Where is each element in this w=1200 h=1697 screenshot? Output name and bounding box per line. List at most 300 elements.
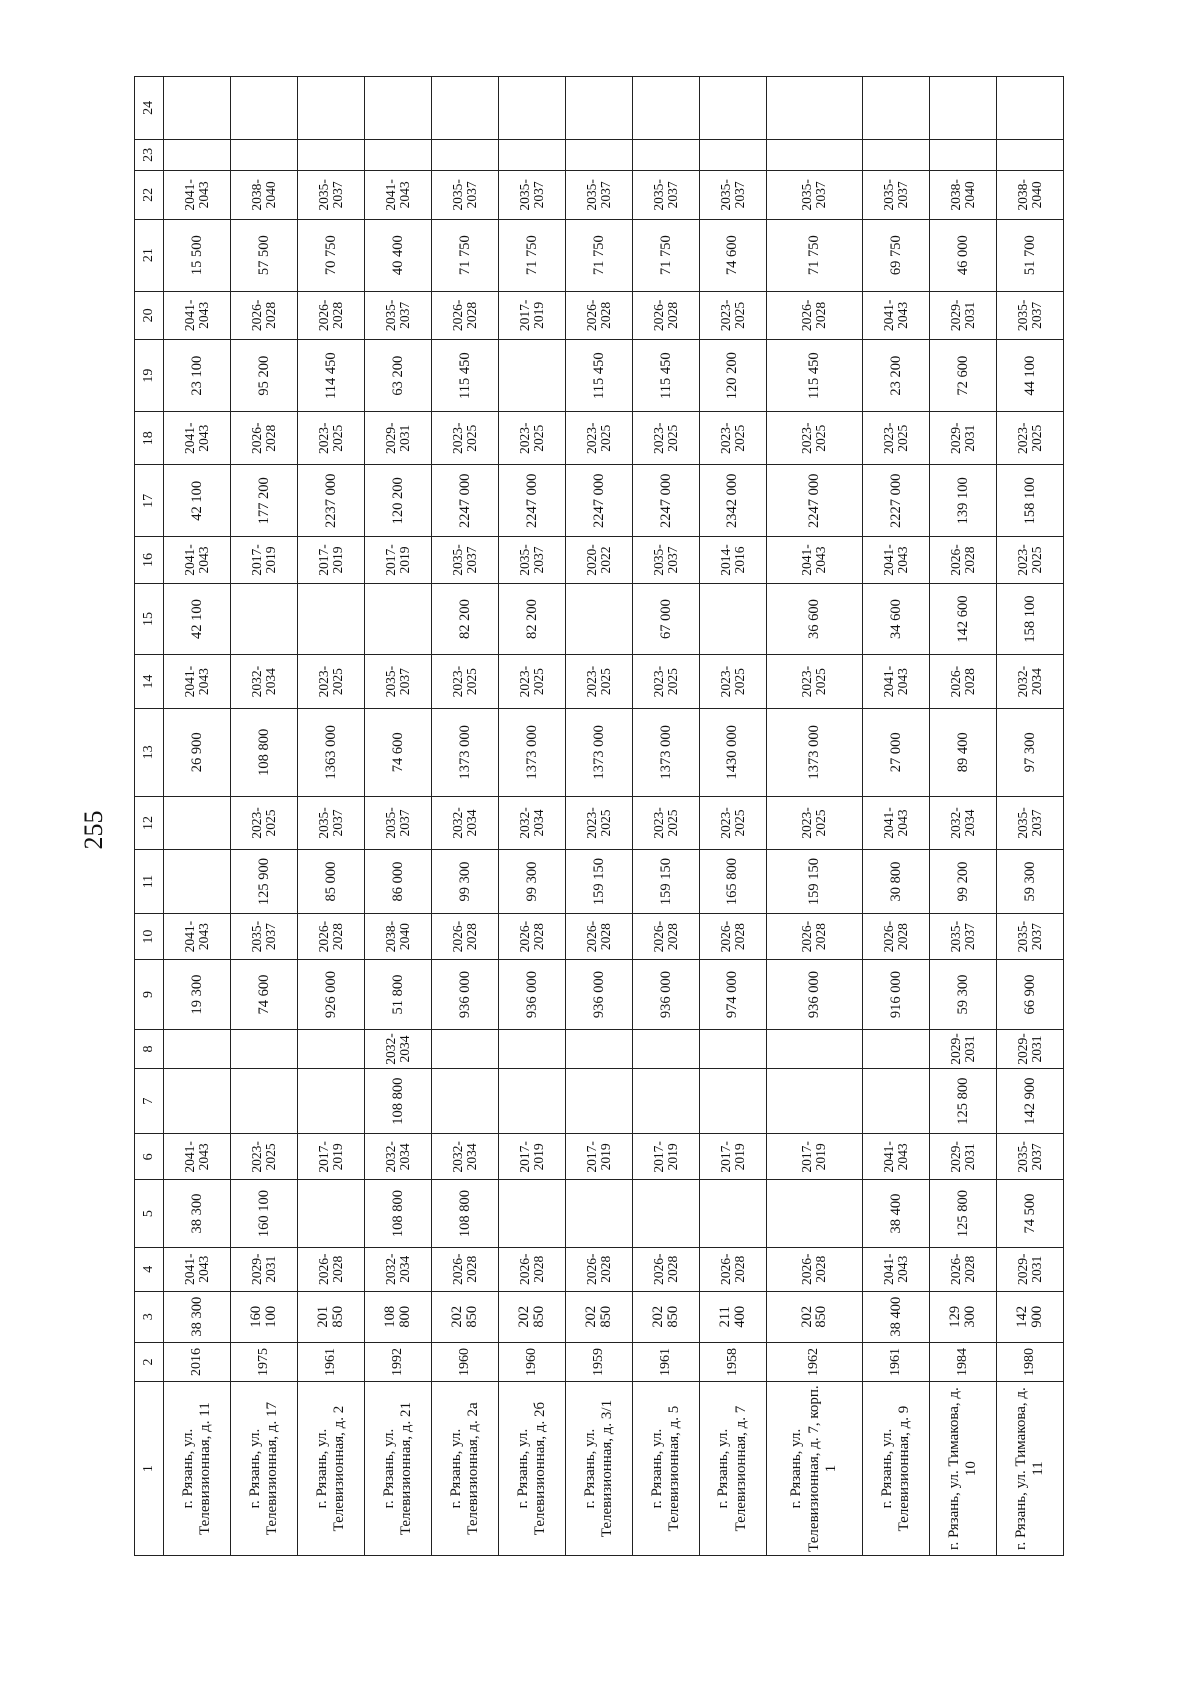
table-cell: 2038-2040	[364, 913, 431, 959]
table-cell: 2023-2025	[431, 412, 498, 465]
table-cell: 2237 000	[297, 465, 364, 537]
table-cell: 202 850	[565, 1291, 632, 1342]
table-cell	[364, 583, 431, 655]
table-cell: 165 800	[699, 850, 766, 914]
table-cell: 2035-2037	[565, 171, 632, 220]
table-cell: 2023-2025	[699, 655, 766, 708]
table-cell: 85 000	[297, 850, 364, 914]
table-cell: 2026-2028	[498, 913, 565, 959]
table-cell: 2026-2028	[929, 537, 996, 583]
table-cell: 2017-2019	[230, 537, 297, 583]
table-cell	[498, 1029, 565, 1068]
table-cell: 115 450	[632, 340, 699, 412]
table-cell: 2023-2025	[996, 412, 1063, 465]
address-cell: г. Рязань, ул. Телевизионная, д. 11	[164, 1382, 231, 1556]
table-cell: 2017-2019	[297, 537, 364, 583]
table-cell: 36 600	[766, 583, 862, 655]
table-cell: 2247 000	[632, 465, 699, 537]
column-header: 23	[135, 139, 164, 170]
table-cell: 2026-2028	[498, 1247, 565, 1291]
table-row	[431, 77, 498, 1556]
column-header: 5	[135, 1180, 164, 1247]
column-header: 7	[135, 1069, 164, 1134]
table-cell: 2026-2028	[699, 1247, 766, 1291]
table-cell: 2023-2025	[632, 655, 699, 708]
address-cell: г. Рязань, ул. Телевизионная, д. 7, корп. 1	[766, 1382, 862, 1556]
table-cell: 2038-2040	[996, 171, 1063, 220]
table-cell	[862, 139, 929, 170]
table-cell: 1430 000	[699, 708, 766, 796]
table-cell: 2017-2019	[766, 1134, 862, 1180]
table-row	[230, 77, 297, 1556]
table-cell: 2023-2025	[230, 796, 297, 849]
table-cell: 42 100	[164, 465, 231, 537]
table-cell: 125 900	[230, 850, 297, 914]
address-cell: г. Рязань, ул. Телевизионная, д. 5	[632, 1382, 699, 1556]
table-cell: 1975	[230, 1342, 297, 1381]
column-header: 8	[135, 1029, 164, 1068]
table-cell: 2026-2028	[431, 291, 498, 340]
table-cell: 2041-2043	[164, 913, 231, 959]
table-cell: 38 400	[862, 1180, 929, 1247]
table-cell: 202 850	[431, 1291, 498, 1342]
column-header: 10	[135, 913, 164, 959]
column-header: 2	[135, 1342, 164, 1381]
table-cell: 2032-2034	[364, 1134, 431, 1180]
table-cell: 2035-2037	[364, 655, 431, 708]
table-cell: 99 200	[929, 850, 996, 914]
table-cell: 82 200	[498, 583, 565, 655]
column-header: 20	[135, 291, 164, 340]
table-cell: 2247 000	[431, 465, 498, 537]
table-cell: 2041-2043	[862, 796, 929, 849]
table-cell: 1984	[929, 1342, 996, 1381]
column-header: 6	[135, 1134, 164, 1180]
table-cell: 2032-2034	[364, 1247, 431, 1291]
table-row	[929, 77, 996, 1556]
table-cell: 114 450	[297, 340, 364, 412]
table-cell	[364, 139, 431, 170]
table-cell: 2026-2028	[431, 913, 498, 959]
table-cell	[498, 340, 565, 412]
table-cell: 1961	[632, 1342, 699, 1381]
table-cell: 1373 000	[431, 708, 498, 796]
table-cell: 2038-2040	[929, 171, 996, 220]
table-cell: 2041-2043	[862, 655, 929, 708]
table-cell: 2023-2025	[699, 291, 766, 340]
table-cell: 974 000	[699, 960, 766, 1030]
table-cell: 202 850	[498, 1291, 565, 1342]
table-cell: 2041-2043	[862, 1134, 929, 1180]
table-cell	[632, 77, 699, 140]
table-cell	[297, 583, 364, 655]
table-cell: 2023-2025	[699, 412, 766, 465]
table-row	[632, 77, 699, 1556]
table-cell	[498, 139, 565, 170]
table-cell: 120 200	[699, 340, 766, 412]
table-cell: 2247 000	[498, 465, 565, 537]
table-cell: 201 850	[297, 1291, 364, 1342]
table-cell: 2041-2043	[862, 537, 929, 583]
table-cell: 2026-2028	[297, 1247, 364, 1291]
table-cell: 46 000	[929, 219, 996, 291]
table-cell: 42 100	[164, 583, 231, 655]
table-cell: 2032-2034	[431, 796, 498, 849]
address-cell: г. Рязань, ул. Тимакова, д. 10	[929, 1382, 996, 1556]
table-cell: 115 450	[766, 340, 862, 412]
table-cell: 74 600	[699, 219, 766, 291]
table-cell	[230, 77, 297, 140]
address-cell: г. Рязань, ул. Телевизионная, д. 17	[230, 1382, 297, 1556]
table-cell: 2035-2037	[996, 291, 1063, 340]
table-cell: 926 000	[297, 960, 364, 1030]
table-cell: 97 300	[996, 708, 1063, 796]
table-cell	[996, 139, 1063, 170]
table-cell: 63 200	[364, 340, 431, 412]
table-cell: 2023-2025	[297, 412, 364, 465]
table-cell	[431, 1069, 498, 1134]
table-cell: 2016	[164, 1342, 231, 1381]
table-cell	[766, 139, 862, 170]
table-cell: 2023-2025	[632, 412, 699, 465]
table-cell: 82 200	[431, 583, 498, 655]
table-cell: 2017-2019	[297, 1134, 364, 1180]
table-cell: 2023-2025	[766, 412, 862, 465]
table-cell	[498, 77, 565, 140]
table-cell: 2017-2019	[364, 537, 431, 583]
table-cell: 15 500	[164, 219, 231, 291]
table-cell	[862, 1029, 929, 1068]
table-cell: 2035-2037	[431, 537, 498, 583]
table-cell: 72 600	[929, 340, 996, 412]
column-header: 1	[135, 1382, 164, 1556]
table-cell: 2032-2034	[230, 655, 297, 708]
table-cell: 2035-2037	[929, 913, 996, 959]
table-cell: 99 300	[431, 850, 498, 914]
table-cell: 108 800	[364, 1180, 431, 1247]
table-cell: 2023-2025	[766, 796, 862, 849]
table-cell: 142 900	[996, 1291, 1063, 1342]
table-cell: 2035-2037	[632, 171, 699, 220]
table-cell	[699, 77, 766, 140]
table-cell: 115 450	[565, 340, 632, 412]
table-cell: 108 800	[431, 1180, 498, 1247]
table-cell	[498, 1180, 565, 1247]
column-header: 15	[135, 583, 164, 655]
table-row	[996, 77, 1063, 1556]
table-cell: 2035-2037	[766, 171, 862, 220]
table-cell	[862, 1069, 929, 1134]
table-cell	[766, 1069, 862, 1134]
table-cell: 2247 000	[766, 465, 862, 537]
table-cell: 2026-2028	[929, 655, 996, 708]
column-header: 11	[135, 850, 164, 914]
table-row	[862, 77, 929, 1556]
table-cell: 2026-2028	[766, 291, 862, 340]
table-cell: 2023-2025	[498, 655, 565, 708]
table-body	[164, 77, 1064, 1556]
table-cell	[632, 1029, 699, 1068]
table-row	[364, 77, 431, 1556]
column-header: 13	[135, 708, 164, 796]
table-cell: 2026-2028	[565, 291, 632, 340]
table-cell: 2014-2016	[699, 537, 766, 583]
table-cell: 74 600	[364, 708, 431, 796]
table-cell	[164, 796, 231, 849]
table-cell: 2020-2022	[565, 537, 632, 583]
table-cell	[230, 583, 297, 655]
table-cell: 86 000	[364, 850, 431, 914]
address-cell: г. Рязань, ул. Телевизионная, д. 21	[364, 1382, 431, 1556]
table-cell: 2029-2031	[929, 1134, 996, 1180]
address-cell: г. Рязань, ул. Телевизионная, д. 2	[297, 1382, 364, 1556]
column-header: 16	[135, 537, 164, 583]
table-cell: 1980	[996, 1342, 1063, 1381]
table-cell: 2026-2028	[632, 913, 699, 959]
table-cell: 1373 000	[766, 708, 862, 796]
table-cell: 2342 000	[699, 465, 766, 537]
table-cell: 38 400	[862, 1291, 929, 1342]
table-row	[766, 77, 862, 1556]
table-cell	[929, 139, 996, 170]
table-cell: 1992	[364, 1342, 431, 1381]
table-cell: 158 100	[996, 583, 1063, 655]
table-cell: 40 400	[364, 219, 431, 291]
table-cell: 158 100	[996, 465, 1063, 537]
table-cell: 89 400	[929, 708, 996, 796]
table-cell: 44 100	[996, 340, 1063, 412]
table-cell	[164, 1029, 231, 1068]
table-cell: 2029-2031	[996, 1247, 1063, 1291]
table-cell: 2026-2028	[230, 291, 297, 340]
table-cell: 936 000	[632, 960, 699, 1030]
table-cell: 2035-2037	[996, 796, 1063, 849]
table-cell	[297, 1180, 364, 1247]
table-cell: 71 750	[431, 219, 498, 291]
table-cell: 71 750	[632, 219, 699, 291]
table-cell: 1961	[297, 1342, 364, 1381]
table-cell: 27 000	[862, 708, 929, 796]
table-cell: 51 800	[364, 960, 431, 1030]
table-cell	[699, 1180, 766, 1247]
table-cell: 2041-2043	[164, 171, 231, 220]
table-cell: 120 200	[364, 465, 431, 537]
table-cell: 1962	[766, 1342, 862, 1381]
table-cell	[431, 77, 498, 140]
table-cell: 38 300	[164, 1180, 231, 1247]
table-row	[498, 77, 565, 1556]
address-cell: г. Рязань, ул. Телевизионная, д. 9	[862, 1382, 929, 1556]
table-cell: 2247 000	[565, 465, 632, 537]
table-cell	[364, 77, 431, 140]
table-cell: 2023-2025	[297, 655, 364, 708]
table-cell: 67 000	[632, 583, 699, 655]
table-cell: 936 000	[565, 960, 632, 1030]
table-cell	[632, 139, 699, 170]
table-cell	[862, 77, 929, 140]
table-cell: 159 150	[565, 850, 632, 914]
table-cell: 125 800	[929, 1069, 996, 1134]
table-cell: 69 750	[862, 219, 929, 291]
table-cell: 2032-2034	[929, 796, 996, 849]
column-header: 3	[135, 1291, 164, 1342]
column-header: 21	[135, 219, 164, 291]
table-cell: 160 100	[230, 1291, 297, 1342]
table-cell: 2026-2028	[862, 913, 929, 959]
table-cell: 2035-2037	[632, 537, 699, 583]
table-cell: 159 150	[766, 850, 862, 914]
table-cell: 2023-2025	[699, 796, 766, 849]
column-header: 9	[135, 960, 164, 1030]
table-cell: 2017-2019	[498, 1134, 565, 1180]
table-cell: 2029-2031	[929, 291, 996, 340]
table-cell: 2041-2043	[164, 412, 231, 465]
table-cell	[565, 1069, 632, 1134]
table-cell: 2035-2037	[364, 796, 431, 849]
table-cell: 71 750	[498, 219, 565, 291]
table-cell: 2023-2025	[862, 412, 929, 465]
address-cell: г. Рязань, ул. Телевизионная, д. 2а	[431, 1382, 498, 1556]
table-cell	[565, 1180, 632, 1247]
table-cell	[699, 583, 766, 655]
column-header: 24	[135, 77, 164, 140]
table-cell: 71 750	[565, 219, 632, 291]
table-cell: 211 400	[699, 1291, 766, 1342]
table-cell: 202 850	[766, 1291, 862, 1342]
column-header: 19	[135, 340, 164, 412]
table-row	[297, 77, 364, 1556]
table-cell: 19 300	[164, 960, 231, 1030]
table-cell	[699, 1029, 766, 1068]
table-cell: 2017-2019	[498, 291, 565, 340]
table-cell	[297, 139, 364, 170]
table-cell: 2023-2025	[498, 412, 565, 465]
table-cell: 139 100	[929, 465, 996, 537]
table-cell: 2035-2037	[364, 291, 431, 340]
table-cell: 2032-2034	[498, 796, 565, 849]
table-cell: 2035-2037	[297, 171, 364, 220]
table-cell: 2035-2037	[431, 171, 498, 220]
table-cell: 2023-2025	[632, 796, 699, 849]
table-cell: 2035-2037	[699, 171, 766, 220]
table-cell: 2026-2028	[297, 291, 364, 340]
table-cell	[929, 77, 996, 140]
table-cell: 2023-2025	[996, 537, 1063, 583]
table-cell: 70 750	[297, 219, 364, 291]
table-cell: 2032-2034	[364, 1029, 431, 1068]
table-cell: 59 300	[996, 850, 1063, 914]
table-cell: 2026-2028	[632, 1247, 699, 1291]
table-cell: 2017-2019	[565, 1134, 632, 1180]
table-cell: 142 600	[929, 583, 996, 655]
table-cell: 2023-2025	[766, 655, 862, 708]
table-cell: 2035-2037	[996, 1134, 1063, 1180]
table-cell: 2026-2028	[766, 913, 862, 959]
table-cell: 2026-2028	[297, 913, 364, 959]
table-cell	[565, 583, 632, 655]
table-cell: 2041-2043	[364, 171, 431, 220]
table-cell: 2041-2043	[164, 291, 231, 340]
column-header: 4	[135, 1247, 164, 1291]
table-cell: 59 300	[929, 960, 996, 1030]
table-cell: 2029-2031	[929, 412, 996, 465]
table-cell: 1960	[431, 1342, 498, 1381]
table-cell	[230, 1029, 297, 1068]
table-cell: 2035-2037	[498, 171, 565, 220]
table-row	[164, 77, 231, 1556]
table-cell: 2017-2019	[699, 1134, 766, 1180]
table-cell	[996, 77, 1063, 140]
table-cell: 2041-2043	[164, 537, 231, 583]
table-cell: 1373 000	[632, 708, 699, 796]
table-cell	[565, 139, 632, 170]
table-cell	[632, 1069, 699, 1134]
column-header: 14	[135, 655, 164, 708]
table-cell: 2029-2031	[929, 1029, 996, 1068]
table-cell: 2026-2028	[431, 1247, 498, 1291]
table-cell: 2026-2028	[632, 291, 699, 340]
table-cell: 2038-2040	[230, 171, 297, 220]
table-cell: 23 100	[164, 340, 231, 412]
table-cell: 74 600	[230, 960, 297, 1030]
table-cell: 177 200	[230, 465, 297, 537]
table-cell: 34 600	[862, 583, 929, 655]
table-cell: 1960	[498, 1342, 565, 1381]
table-cell: 2026-2028	[565, 913, 632, 959]
column-header: 12	[135, 796, 164, 849]
table-cell: 74 500	[996, 1180, 1063, 1247]
table-cell: 1961	[862, 1342, 929, 1381]
column-header: 18	[135, 412, 164, 465]
table-cell: 30 800	[862, 850, 929, 914]
table-cell: 99 300	[498, 850, 565, 914]
table-cell: 66 900	[996, 960, 1063, 1030]
table-cell	[297, 1069, 364, 1134]
column-header: 22	[135, 171, 164, 220]
table-cell	[565, 1029, 632, 1068]
table-cell: 2227 000	[862, 465, 929, 537]
table-cell: 23 200	[862, 340, 929, 412]
table-cell: 2041-2043	[766, 537, 862, 583]
table-cell: 202 850	[632, 1291, 699, 1342]
table-cell: 936 000	[431, 960, 498, 1030]
table-cell: 1373 000	[565, 708, 632, 796]
address-cell: г. Рязань, ул. Телевизионная, д. 3/1	[565, 1382, 632, 1556]
table-cell	[230, 139, 297, 170]
table-cell	[766, 1180, 862, 1247]
table-cell: 108 800	[364, 1291, 431, 1342]
table-cell: 2026-2028	[929, 1247, 996, 1291]
table-cell: 108 800	[364, 1069, 431, 1134]
table-cell: 125 800	[929, 1180, 996, 1247]
table-cell	[431, 1029, 498, 1068]
table-cell	[766, 77, 862, 140]
table-cell	[699, 1069, 766, 1134]
table-cell: 2041-2043	[164, 655, 231, 708]
table-cell	[699, 139, 766, 170]
table-cell: 2026-2028	[565, 1247, 632, 1291]
table-cell: 115 450	[431, 340, 498, 412]
table-cell	[498, 1069, 565, 1134]
table-cell: 51 700	[996, 219, 1063, 291]
table-cell: 57 500	[230, 219, 297, 291]
table-cell: 2026-2028	[766, 1247, 862, 1291]
table-cell: 1373 000	[498, 708, 565, 796]
table-cell	[164, 139, 231, 170]
column-header: 17	[135, 465, 164, 537]
table-cell: 1959	[565, 1342, 632, 1381]
table-cell: 2041-2043	[164, 1134, 231, 1180]
